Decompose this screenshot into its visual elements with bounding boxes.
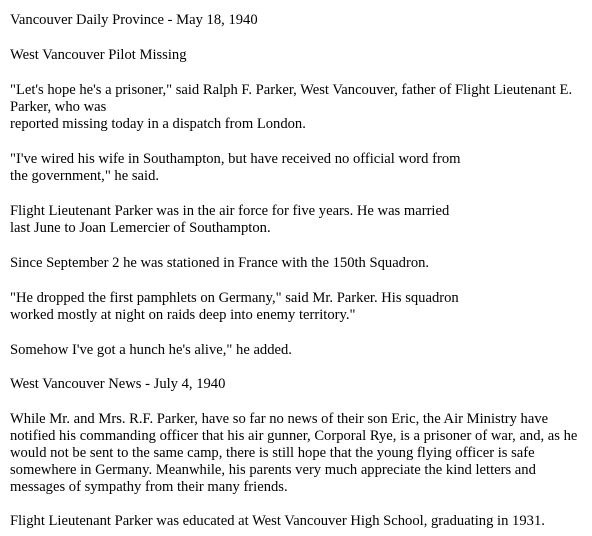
text-line: the government," he said. xyxy=(10,168,160,184)
text-line: "He dropped the first pamphlets on Germany," said Mr. Parker. His squadron xyxy=(10,290,459,306)
text-line: "I've wired his wife in Southampton, but have received no official word from xyxy=(10,151,461,167)
source-heading-province: Vancouver Daily Province - May 18, 1940 xyxy=(10,12,258,28)
source-heading-news: West Vancouver News - July 4, 1940 xyxy=(10,376,226,392)
article-headline: West Vancouver Pilot Missing xyxy=(10,47,187,63)
text-line: would not be sent to the same camp, there is still hope that the young flying officer is safe xyxy=(10,445,535,461)
text-line: Parker, who was xyxy=(10,99,107,115)
text-line: Flight Lieutenant Parker was in the air force for five years. He was married xyxy=(10,203,450,219)
text-line: reported missing today in a dispatch from London. xyxy=(10,116,306,132)
text-line: Somehow I've got a hunch he's alive," he added. xyxy=(10,342,292,358)
text-line: Flight Lieutenant Parker was educated at West Vancouver High School, graduating in 1931. xyxy=(10,513,545,529)
text-line: messages of sympathy from their many friends. xyxy=(10,479,288,495)
text-line: While Mr. and Mrs. R.F. Parker, have so far no news of their son Eric, the Air Ministry have xyxy=(10,411,549,427)
text-line: "Let's hope he's a prisoner," said Ralph F. Parker, West Vancouver, father of Flight Lieutenant E. xyxy=(10,82,573,98)
text-line: worked mostly at night on raids deep into enemy territory." xyxy=(10,307,356,323)
text-line: somewhere in Germany. Meanwhile, his parents very much appreciate the kind letters and xyxy=(10,462,536,478)
text-line: last June to Joan Lemercier of Southampton. xyxy=(10,220,271,236)
text-line: Since September 2 he was stationed in France with the 150th Squadron. xyxy=(10,255,430,271)
text-line: notified his commanding officer that his air gunner, Corporal Rye, is a prisoner of war, and, as he xyxy=(10,428,578,444)
